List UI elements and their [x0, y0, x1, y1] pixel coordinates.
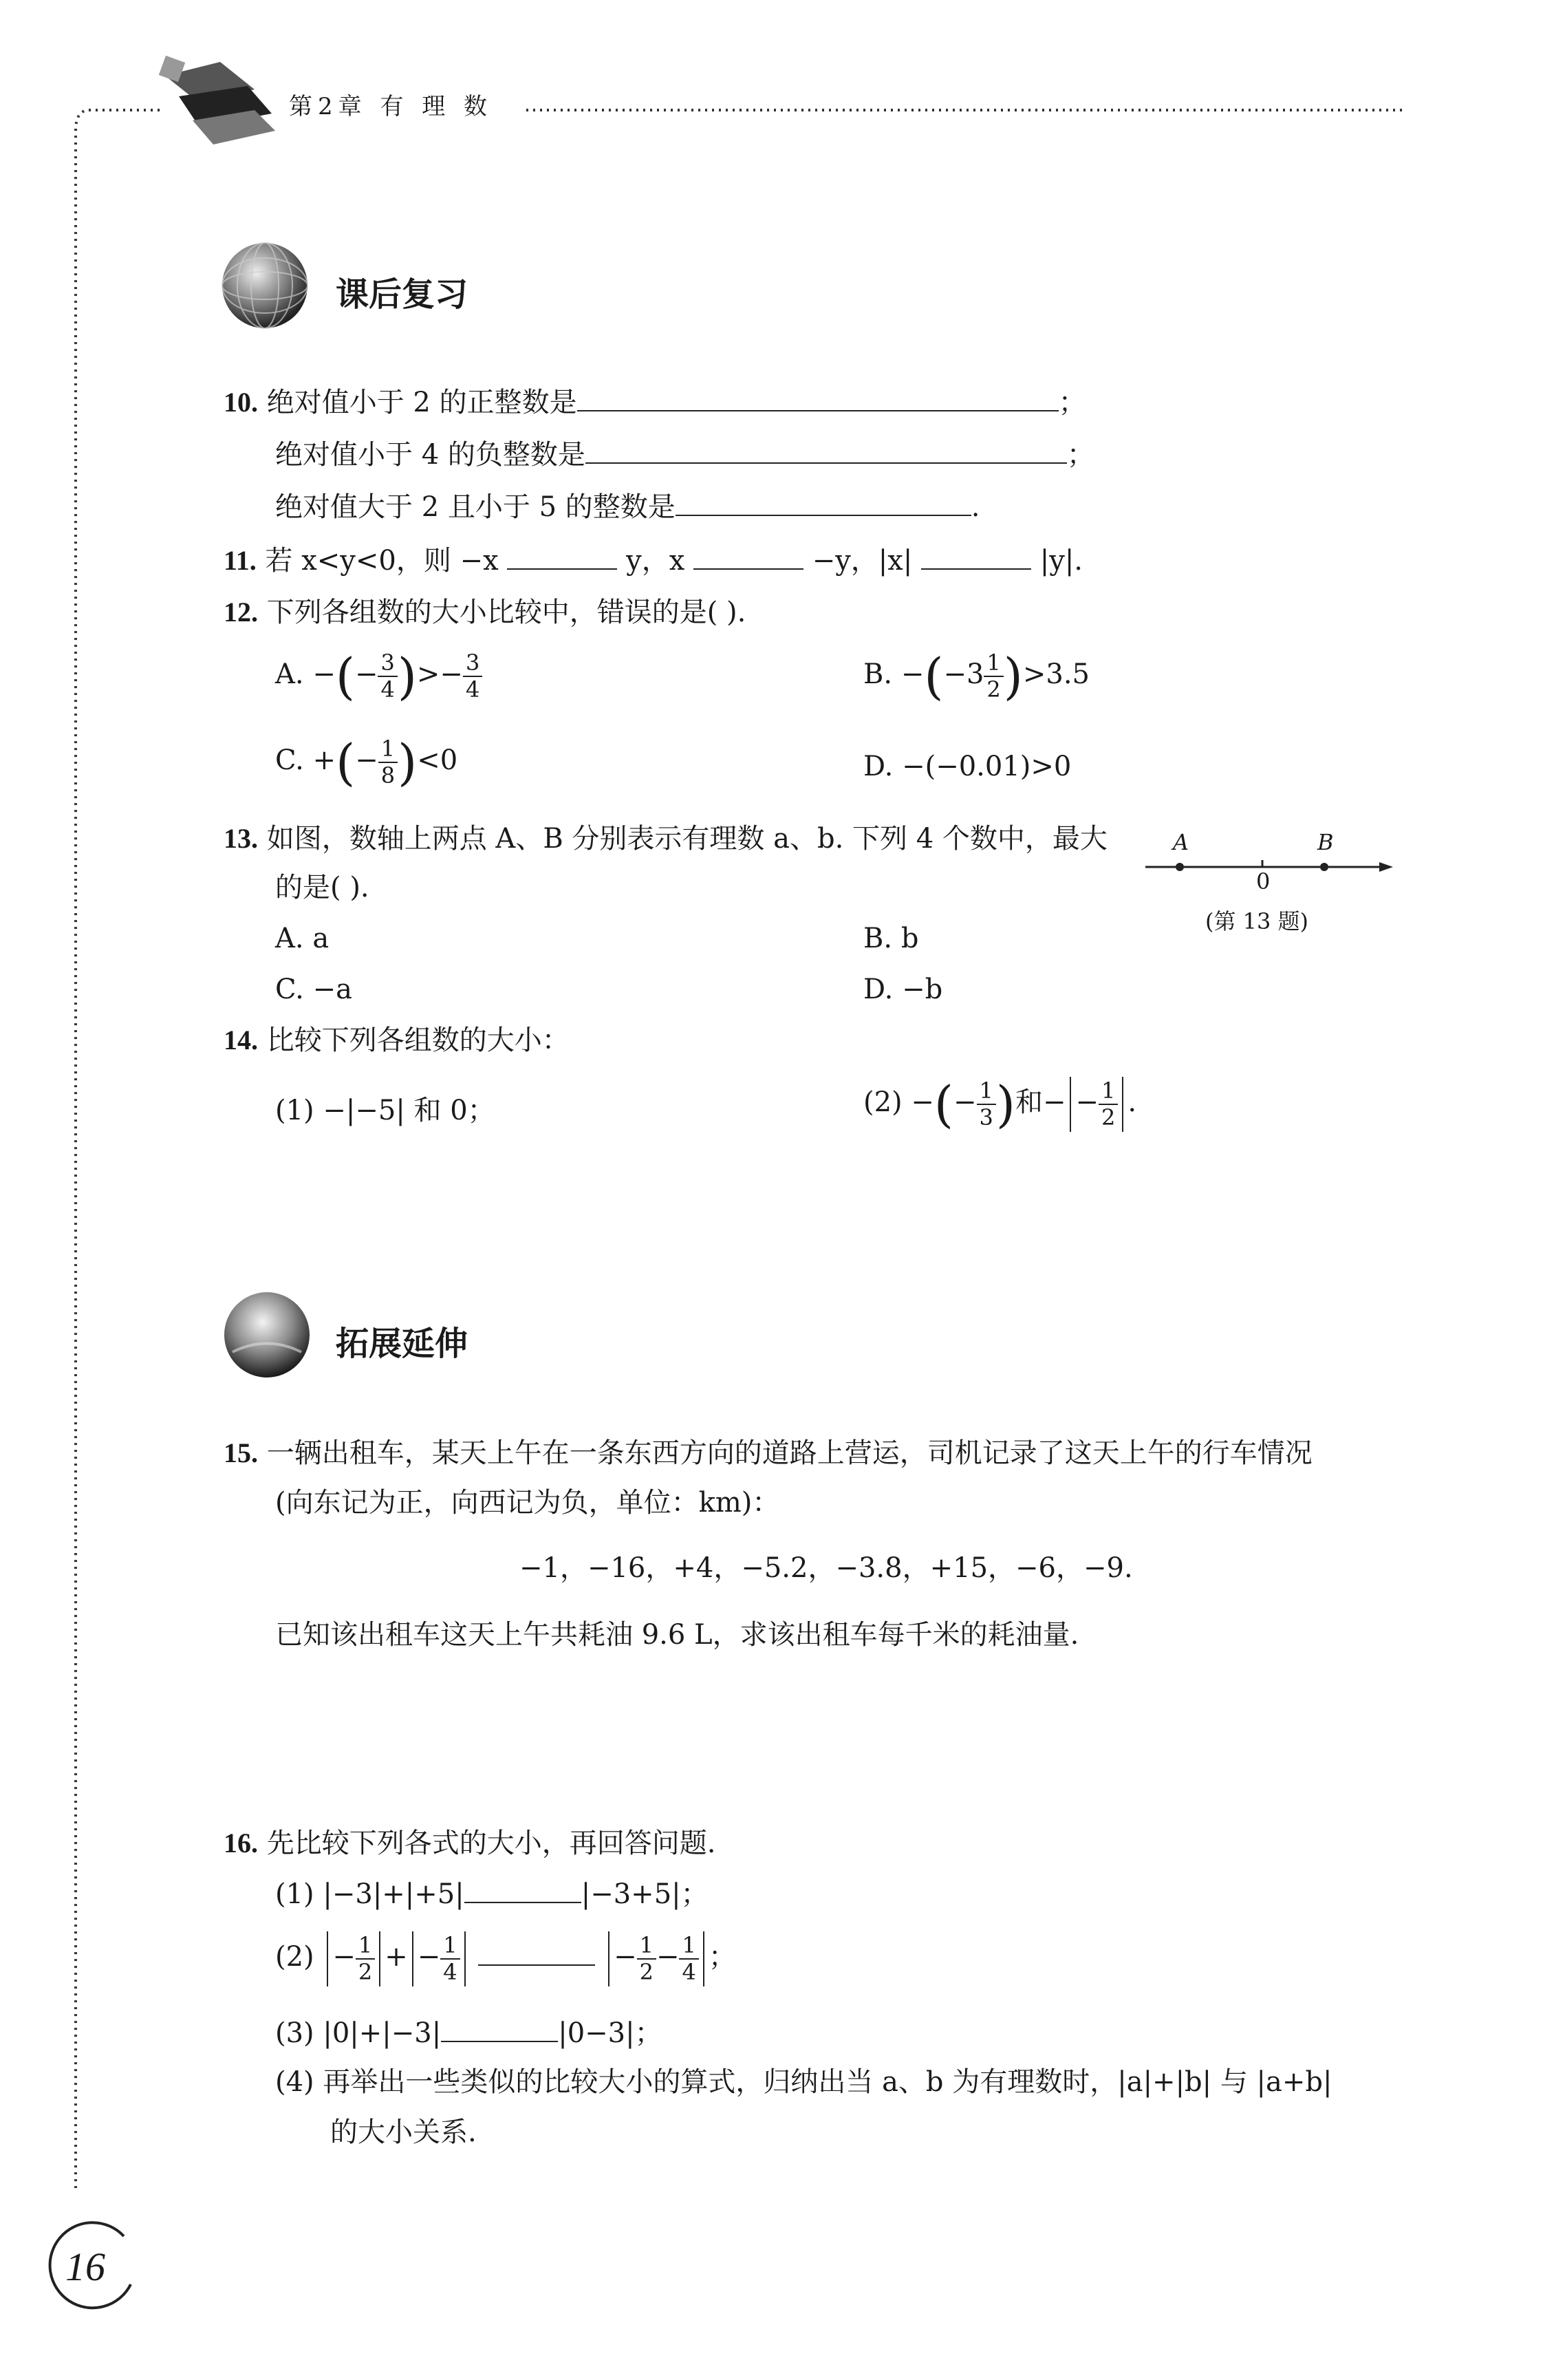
sphere-icon [219, 1287, 315, 1383]
option-b: B. b [863, 923, 919, 954]
question-16-part-4-line-2: 的大小关系. [330, 2116, 477, 2148]
punctuation: ； [1066, 439, 1094, 471]
question-number: 11. [224, 545, 257, 576]
option-d [863, 750, 1071, 783]
question-10-line-1 [224, 385, 1086, 419]
option-label: C. [275, 744, 304, 776]
question-number: 12. [224, 597, 258, 628]
question-12-stem [224, 596, 746, 629]
expression: |0−3|； [558, 2017, 662, 2049]
expression: (3) |0|+|−3| [275, 2017, 442, 2049]
option-text: −(−0.01)>0 [902, 751, 1072, 782]
answer-blank[interactable] [676, 490, 971, 516]
question-13-stem-1 [224, 822, 1108, 855]
question-15-data: −1，−16，+4，−5.2，−3.8，+15，−6，−9. [519, 1552, 1133, 1584]
question-text: 绝对值小于 2 的正整数是 [266, 387, 577, 418]
question-11 [224, 544, 1083, 577]
answer-blank[interactable] [464, 1877, 581, 1903]
option-c: C. −a [275, 974, 352, 1005]
option-a: A. −(− $\frac{3}{4}$ )>− $\frac{3}{4}$ [275, 650, 482, 703]
question-16-part-3 [275, 2016, 662, 2050]
zero-label: 0 [1256, 868, 1271, 894]
question-15-line-2: (向东记为正，向西记为负，单位：km)： [275, 1487, 780, 1519]
chapter-header: 第2章 有 理 数 [289, 93, 493, 120]
question-number: 16. [224, 1827, 258, 1858]
question-text: −y，|x| [812, 545, 913, 577]
question-15-line-3: 已知该出租车这天上午共耗油 9.6 L，求该出租车每千米的耗油量. [275, 1619, 1079, 1651]
punctuation: . [971, 491, 980, 523]
point-a-label: A [1173, 829, 1189, 855]
question-text: 下列各组数的大小比较中，错误的是( ). [266, 597, 746, 628]
question-number: 14. [224, 1025, 258, 1055]
question-text: 的是( ). [275, 872, 369, 903]
question-10-line-2 [275, 438, 1094, 471]
answer-blank[interactable] [921, 544, 1031, 570]
question-text: y，x [626, 545, 685, 577]
question-text: 绝对值大于 2 且小于 5 的整数是 [275, 491, 676, 523]
question-text: 绝对值小于 4 的负整数是 [275, 439, 585, 471]
question-16-part-4-line-1: (4) 再举出一些类似的比较大小的算式，归纳出当 a、b 为有理数时，|a|+|b| 与 |a+b| [275, 2066, 1332, 2098]
answer-blank[interactable] [693, 544, 803, 570]
books-logo [151, 48, 282, 155]
point-b-label: B [1317, 829, 1334, 855]
punctuation: ； [1058, 387, 1086, 418]
expression: |−3+5|； [581, 1878, 709, 1910]
part-label: (2) [863, 1086, 903, 1118]
option-b: B. −(−3 $\frac{1}{2}$ )>3.5 [863, 647, 1090, 705]
section-title-extension: 拓展延伸 [336, 1325, 468, 1363]
answer-blank[interactable] [478, 1930, 595, 1966]
question-number: 15. [224, 1437, 258, 1468]
answer-blank[interactable] [507, 544, 617, 570]
question-number: 10. [224, 387, 258, 418]
option-c: C. +(− $\frac{1}{8}$ )<0 [275, 733, 458, 791]
question-16-stem [224, 1827, 715, 1860]
option-label: B. [863, 658, 893, 690]
question-15-line-1 [224, 1437, 1313, 1470]
answer-blank[interactable] [577, 385, 1059, 411]
question-text: 比较下列各组数的大小： [266, 1025, 570, 1056]
option-d: D. −b [863, 974, 943, 1005]
figure-caption: (第 13 题) [1205, 908, 1309, 934]
question-text: 如图，数轴上两点 A、B 分别表示有理数 a、b. 下列 4 个数中，最大 [266, 823, 1108, 855]
question-10-line-3 [275, 490, 980, 524]
option-label: D. [863, 751, 894, 782]
page-number: 16 [65, 2244, 105, 2289]
question-text: |y|. [1039, 545, 1083, 577]
connector-text: 和 [1015, 1086, 1043, 1118]
question-14-part-1: (1) −|−5| 和 0； [275, 1095, 495, 1126]
option-a: A. a [275, 923, 330, 954]
option-label: A. [275, 658, 304, 690]
question-number: 13. [224, 823, 258, 854]
question-16-part-1 [275, 1877, 709, 1911]
question-16-part-2: (2) − $\frac{1}{2}$ + − $\frac{1}{4}$ − $\frac{1}{2}$ − $\frac{1}{4}$ ； [275, 1930, 736, 1986]
section-title-review: 课后复习 [336, 275, 468, 314]
part-label: (2) [275, 1941, 314, 1973]
question-14-part-2: (2) −(− $\frac{1}{3}$ )和− − $\frac{1}{2}$ . [863, 1075, 1137, 1133]
question-14-stem [224, 1024, 570, 1057]
question-text: 一辆出租车，某天上午在一条东西方向的道路上营运，司机记录了这天上午的行车情况 [266, 1437, 1313, 1469]
answer-blank[interactable] [585, 438, 1067, 464]
answer-blank[interactable] [441, 2016, 558, 2042]
question-text: 先比较下列各式的大小，再回答问题. [266, 1827, 716, 1859]
question-13-stem-2 [275, 871, 369, 904]
sphere-icon [217, 237, 313, 334]
expression: (1) |−3|+|+5| [275, 1878, 464, 1910]
question-text: 若 x<y<0，则 −x [265, 545, 499, 577]
